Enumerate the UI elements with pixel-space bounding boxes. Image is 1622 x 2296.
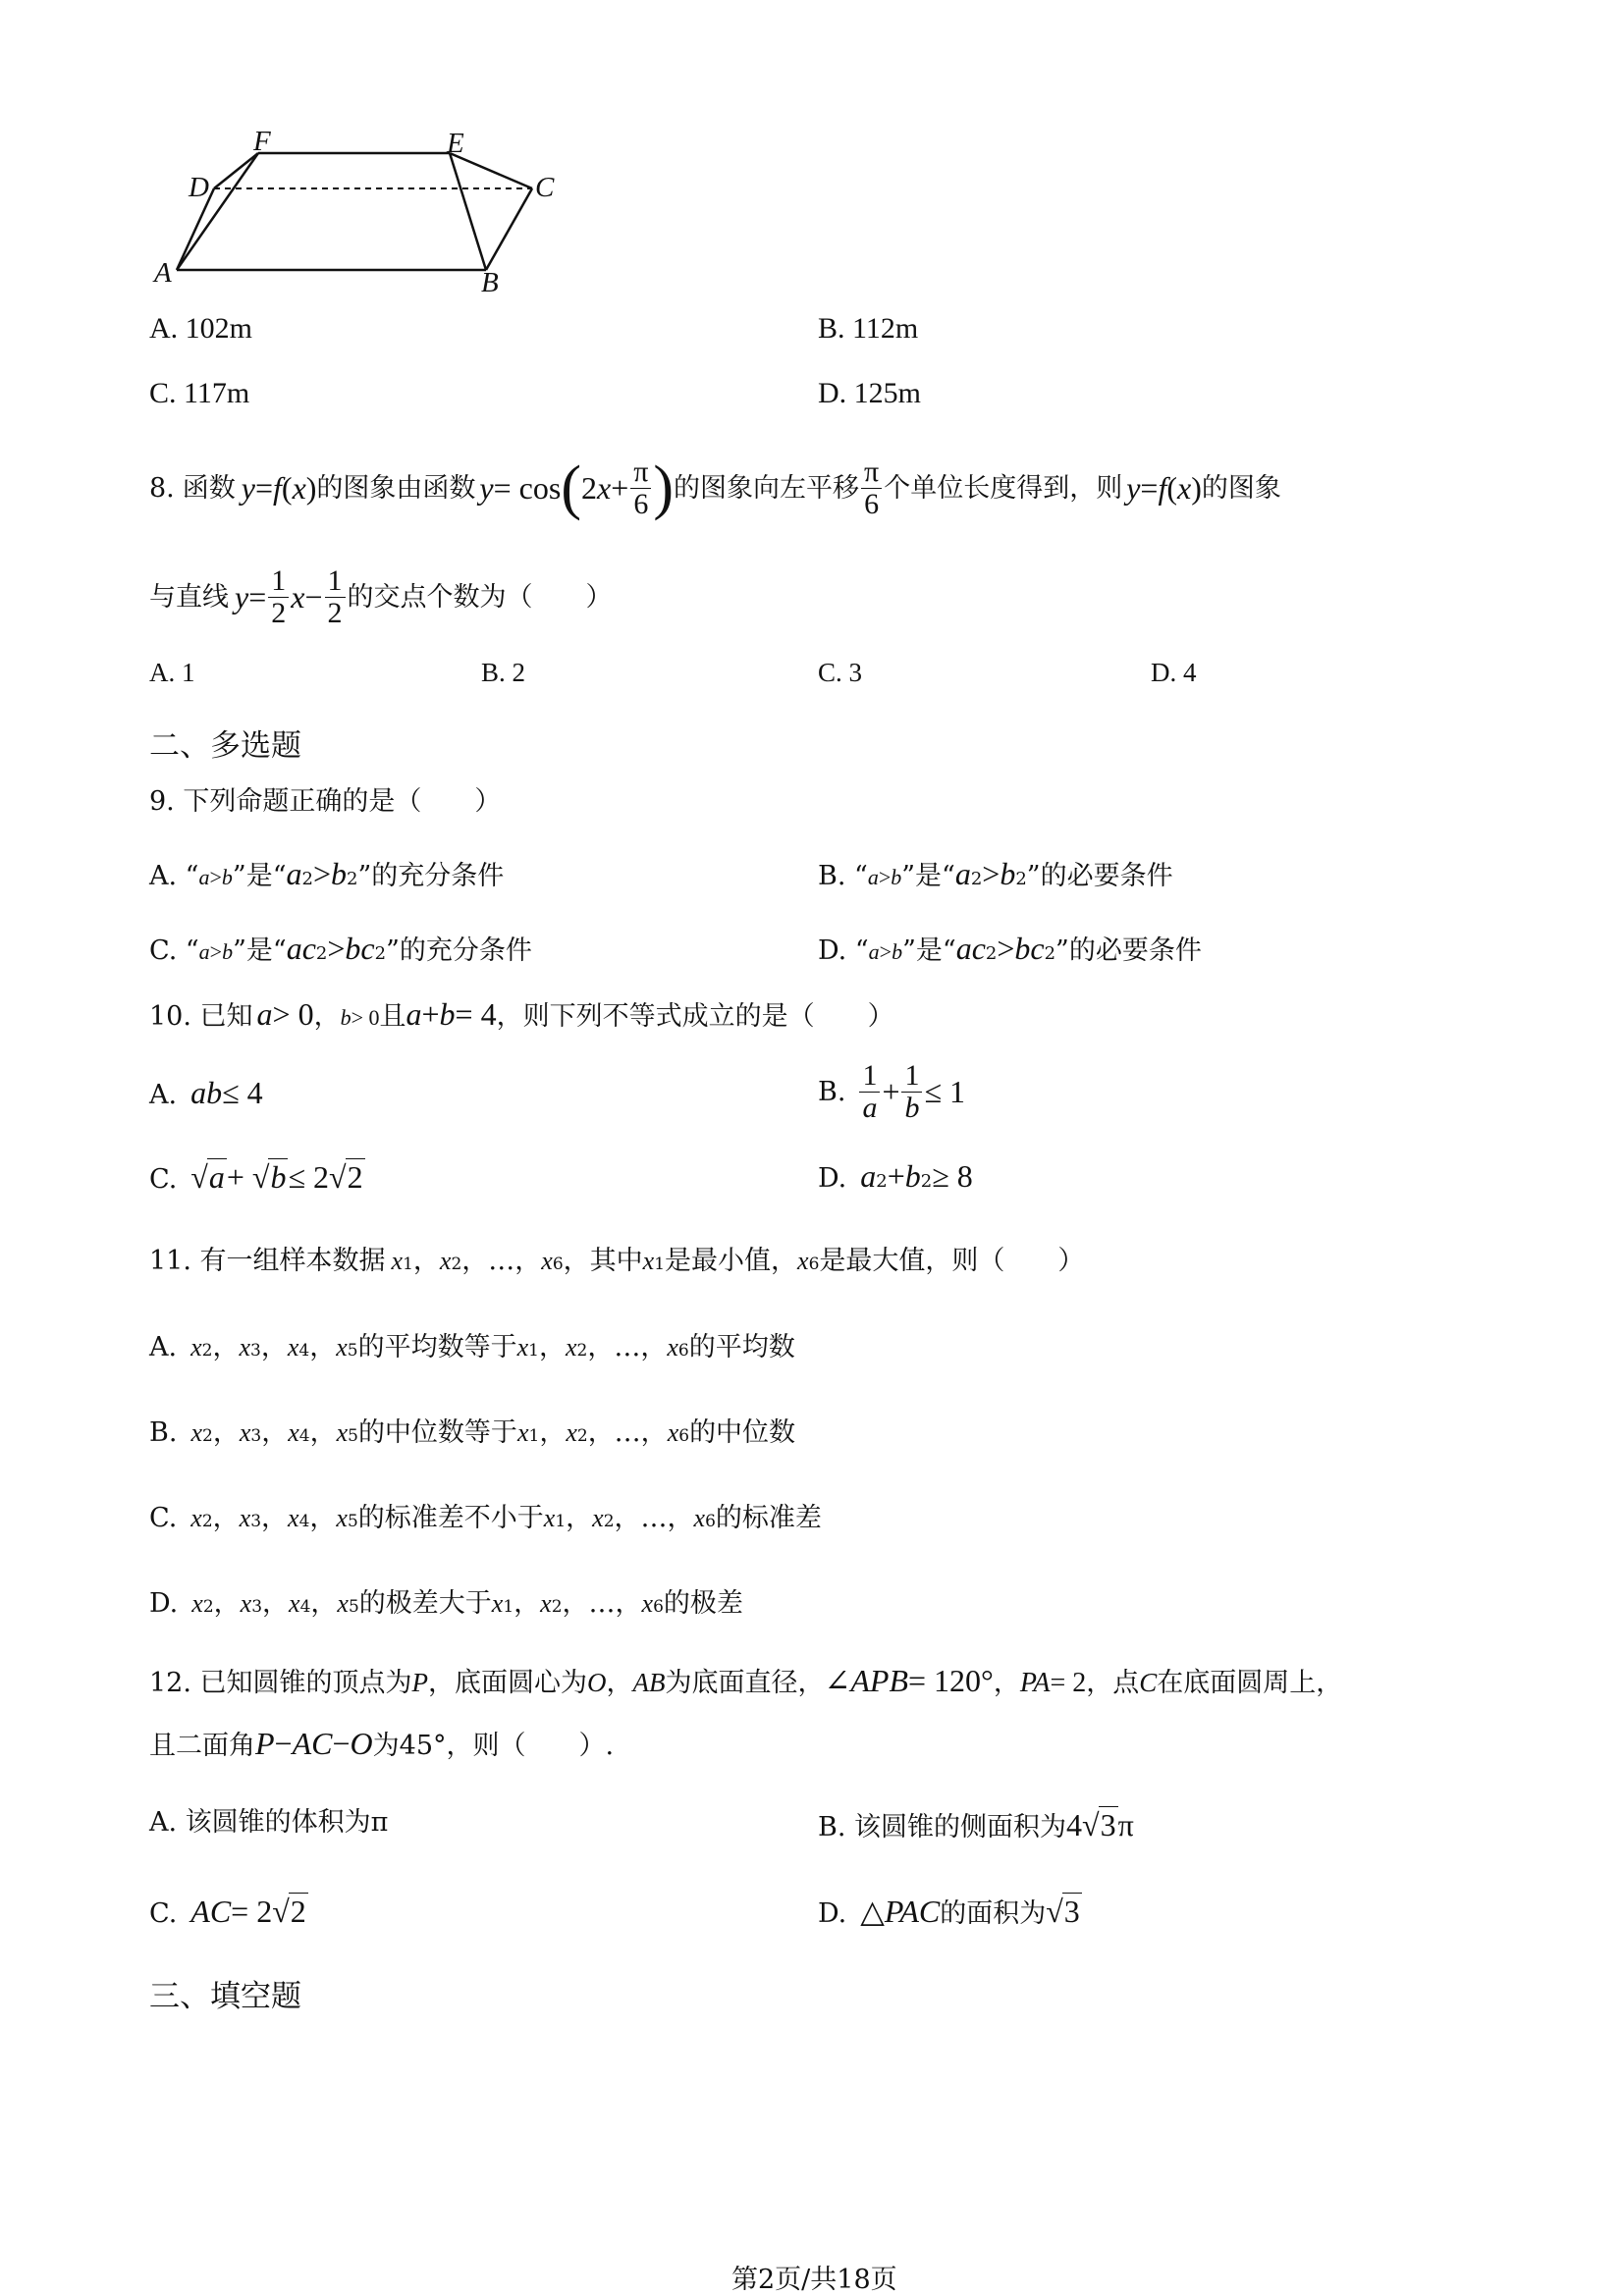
q8-option-b: B. 2 <box>481 658 526 687</box>
q11-option-c: C. x 2 ， x 3 ， x 4 ， x 5 的标准差不小于 x 1 ， x 2 ，…， x 6 的标准差 <box>149 1503 822 1533</box>
q9-option-c: C. “ a > b ”是“ ac 2 > bc 2 ”的充分条件 <box>149 931 532 966</box>
q10-option-b: B. $\frac{1}{a}$ + $\frac{1}{b}$ ≤ 1 <box>818 1059 966 1124</box>
label-c: C <box>535 172 555 203</box>
label-b: B <box>481 267 499 298</box>
q12-stem-line1: 12. 已知圆锥的顶点为 P ，底面圆心为 O ， AB 为底面直径， ∠ APB = 120° ， PA = 2 ，点 C 在底面圆周上， <box>149 1663 1343 1698</box>
q8-option-c: C. 3 <box>818 658 863 687</box>
q11-option-b: B. x 2 ， x 3 ， x 4 ， x 5 的中位数等于 x 1 ， x 2 ，…， x 6 的中位数 <box>149 1417 796 1448</box>
label-e: E <box>447 128 464 159</box>
q7-option-b: B. 112m <box>818 312 919 345</box>
page-footer: 第2页/共18页 <box>731 2265 897 2295</box>
q11-option-a: A. x 2 ， x 3 ， x 4 ， x 5 的平均数等于 x 1 ， x 2 ，…， x 6 的平均数 <box>149 1332 795 1362</box>
label-f: F <box>253 126 271 157</box>
q7-option-d: D. 125m <box>818 377 921 409</box>
q7-option-c: C. 117m <box>149 377 250 409</box>
q8-stem-line2: 与直线 y = $\frac{1}{2}$ x − $\frac{1}{2}$ 的交点个数为（ ） <box>149 564 613 629</box>
edge-eb <box>450 153 486 270</box>
q12-option-d: D. △ PAC 的面积为 √ 3 <box>818 1894 1080 1929</box>
q7-option-a: A. 102m <box>149 312 252 345</box>
section-heading-fill-blank: 三、填空题 <box>149 1979 301 2014</box>
q9-option-a: A. “ a > b ”是“ a 2 > b 2 ”的充分条件 <box>149 856 505 891</box>
q12-stem-line2: 且二面角 P − AC − O 为45°，则（ ）. <box>149 1726 615 1761</box>
q11-stem: 11. 有一组样本数据 x 1 ， x 2 ，…， x 6 ，其中 x 1 是最小值， x 6 是最大值，则（ ） <box>149 1246 1085 1276</box>
q11-option-d: D. x 2 ， x 3 ， x 4 ， x 5 的极差大于 x 1 ， x 2 ，…， x 6 的极差 <box>149 1588 743 1619</box>
q9-option-d: D. “ a > b ”是“ ac 2 > bc 2 ”的必要条件 <box>818 931 1202 966</box>
q12-option-a: A. 该圆锥的体积为π <box>149 1807 389 1838</box>
q8-option-a: A. 1 <box>149 658 195 687</box>
q10-option-d: D. a 2 + b 2 ≥ 8 <box>818 1158 973 1194</box>
q9-stem: 9. 下列命题正确的是（ ） <box>149 786 502 817</box>
q12-option-c: C. AC = 2√ 2 <box>149 1894 306 1929</box>
q10-option-c: C. √ a + √ b ≤ 2√ 2 <box>149 1159 363 1195</box>
q10-stem: 10. 已知 a > 0 ， b > 0 且 a + b = 4 ，则下列不等式成立的是（ ） <box>149 996 894 1032</box>
edge-cb <box>486 188 532 270</box>
q8-stem-line1: 8. 函数 y = f ( x ) 的图象由函数 y = cos ( 2 x + $\frac{\pi}{6}$ ) 的图象向左平移 $\frac{\pi}{6}$ 个单位长度得到，则 y = f ( x ) 的图象 <box>149 454 1281 521</box>
q9-option-b: B. “ a > b ”是“ a 2 > b 2 ”的必要条件 <box>818 856 1173 891</box>
label-d: D <box>189 172 209 203</box>
q10-option-a: A. ab ≤ 4 <box>149 1075 263 1110</box>
q8-option-d: D. 4 <box>1151 658 1197 687</box>
geometry-figure <box>147 128 579 294</box>
edge-af <box>177 153 258 270</box>
label-a: A <box>154 257 172 289</box>
q12-option-b: B. 该圆锥的侧面积为 4√ 3 π <box>818 1807 1134 1842</box>
section-heading-multiple-choice: 二、多选题 <box>149 728 301 764</box>
